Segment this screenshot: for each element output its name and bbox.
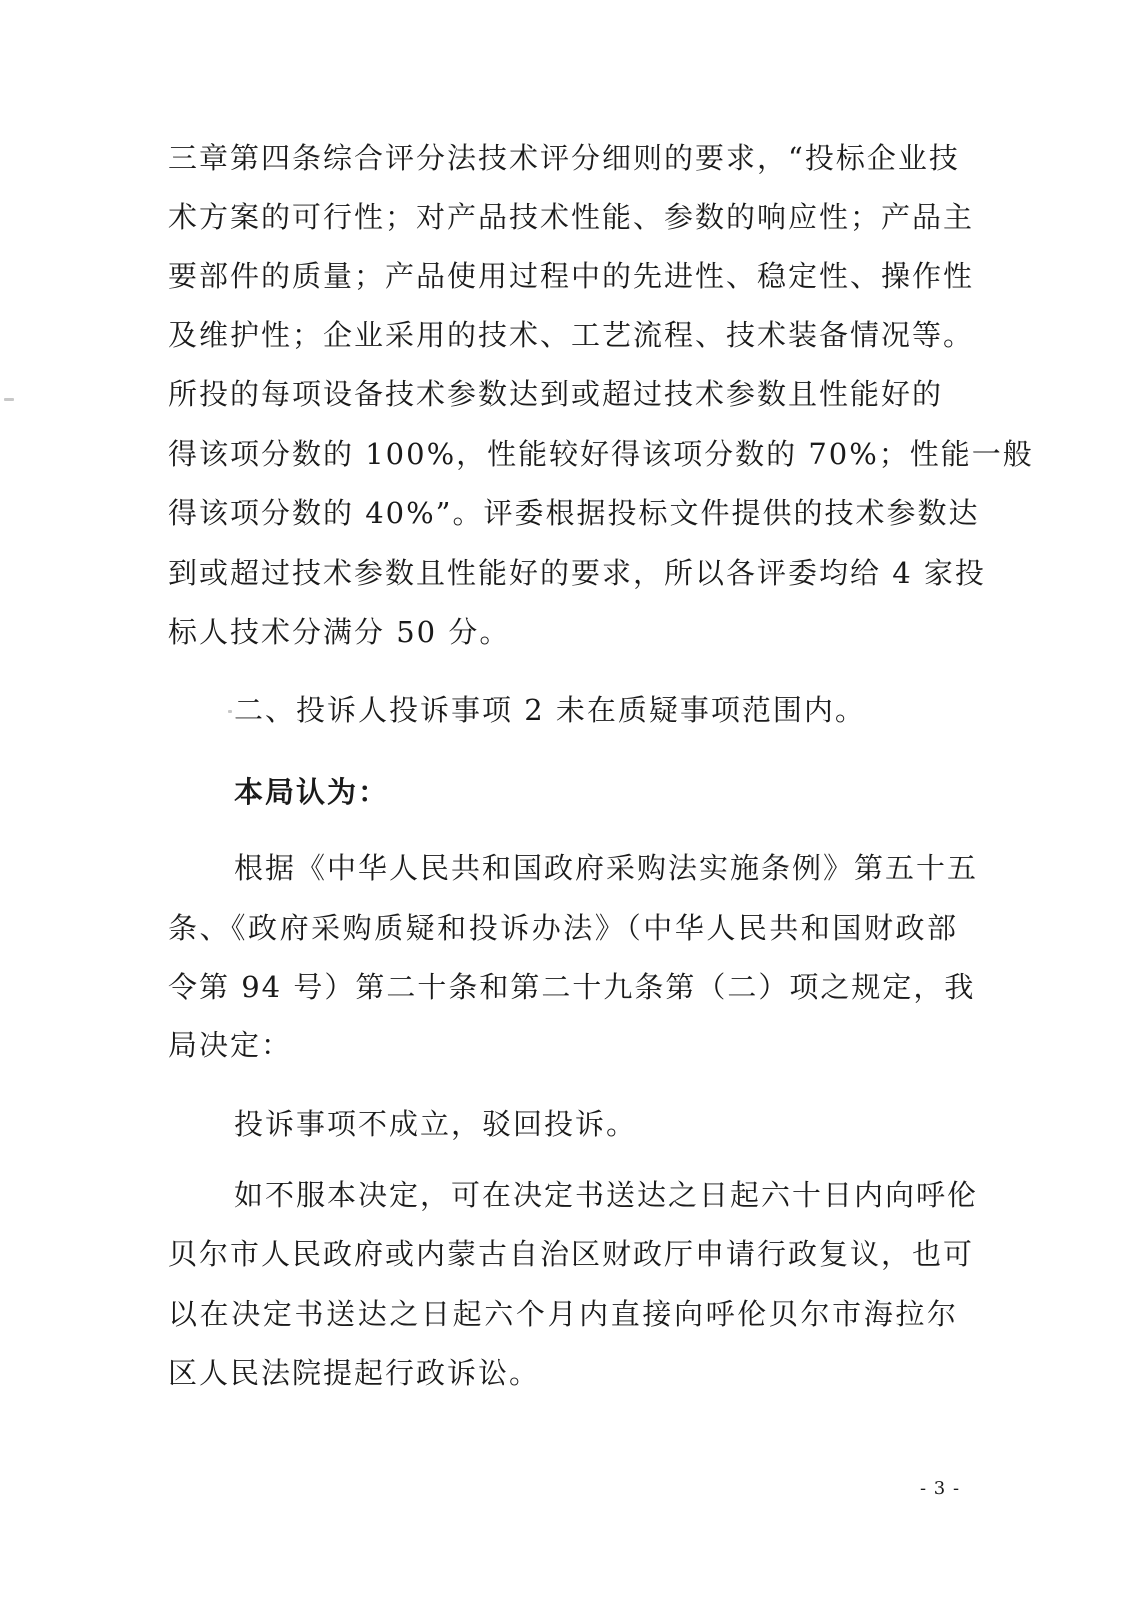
text-line: 局决定：: [168, 1028, 293, 1062]
decision-text: 投诉事项不成立，驳回投诉。: [234, 1107, 638, 1141]
text-line: 如不服本决定，可在决定书送达之日起六十日内向呼伦: [234, 1178, 979, 1212]
section-heading: 本局认为：: [234, 775, 390, 809]
text-line: 要部件的质量；产品使用过程中的先进性、稳定性、操作性: [168, 259, 975, 293]
text-line: 得该项分数的 100%，性能较好得该项分数的 70%；性能一般: [168, 437, 1034, 471]
text-line: 术方案的可行性；对产品技术性能、参数的响应性；产品主: [168, 200, 975, 234]
complaint-point-2: 二、投诉人投诉事项 2 未在质疑事项范围内。: [234, 693, 866, 727]
text-line: 区人民法院提起行政诉讼。: [168, 1356, 541, 1390]
text-line: 三章第四条综合评分法技术评分细则的要求，“投标企业技: [168, 141, 960, 175]
text-line: 条、《政府采购质疑和投诉办法》（中华人民共和国财政部: [168, 911, 958, 945]
scan-speck: [4, 398, 14, 401]
text-line: 以在决定书送达之日起六个月内直接向呼伦贝尔市海拉尔: [168, 1297, 958, 1331]
text-line: 所投的每项设备技术参数达到或超过技术参数且性能好的: [168, 377, 944, 411]
text-line: 及维护性；企业采用的技术、工艺流程、技术装备情况等。: [168, 318, 975, 352]
page-number: - 3 -: [920, 1478, 961, 1499]
text-line: 得该项分数的 40%”。评委根据投标文件提供的技术参数达: [168, 496, 980, 530]
text-line: 令第 94 号）第二十条和第二十九条第（二）项之规定，我: [168, 970, 976, 1004]
text-line: 标人技术分满分 50 分。: [168, 615, 511, 649]
scan-speck: [228, 710, 232, 713]
text-line: 贝尔市人民政府或内蒙古自治区财政厅申请行政复议，也可: [168, 1237, 975, 1271]
text-line: 到或超过技术参数且性能好的要求，所以各评委均给 4 家投: [168, 556, 986, 590]
text-line: 根据《中华人民共和国政府采购法实施条例》第五十五: [234, 851, 979, 885]
